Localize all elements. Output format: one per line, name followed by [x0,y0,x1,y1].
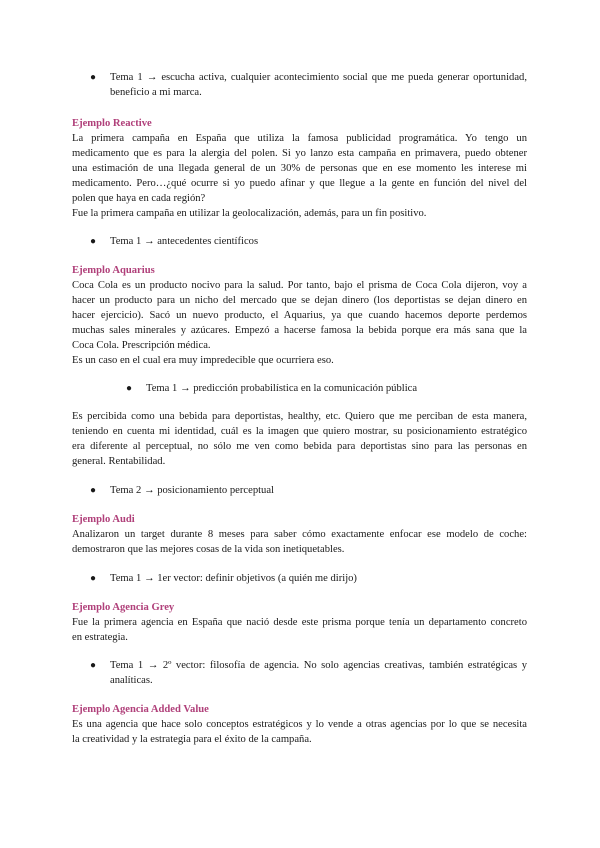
bullet-icon: ● [90,573,97,584]
paragraph-audi: Analizaron un target durante 8 meses para saber cómo exactamente enfocar ese modelo de coche: demostraron que las mejores cosas de la vida son inetiquetables. [72,529,527,555]
bullet-icon: ● [90,72,97,83]
paragraph-perception: Es percibida como una bebida para deportistas, healthy, etc. Quiero que me perciban de esta manera, teniendo en cuenta mi identidad, cuál es la imagen que quiero mostrar, su posicionamiento estratégico era diferente al perceptual, no sólo me ven como bebida para deportistas sino para las personas en general. Rentabilidad. [72,411,527,467]
heading-audi: Ejemplo Audi [72,514,135,525]
paragraph-grey: Fue la primera agencia en España que nació desde este prisma porque tenía un departamento concreto en estrategia. [72,617,527,643]
heading-reactive: Ejemplo Reactive [72,118,152,129]
bullet-item [90,483,527,498]
bullet-text: Tema 2 → posicionamiento perceptual [110,485,274,496]
heading-aquarius: Ejemplo Aquarius [72,265,155,276]
bullet-item [90,658,527,688]
bullet-icon: ● [90,660,97,671]
bullet-item [90,70,527,100]
bullet-text: Tema 1 → 2º vector: filosofía de agencia. No solo agencias creativas, también estratégicas y analíticas. [110,660,527,686]
bullet-item [90,571,527,586]
bullet-text: Tema 1 → predicción probabilística en la comunicación pública [146,383,418,394]
bullet-item [126,381,527,396]
bullet-text: Tema 1 → 1er vector: definir objetivos (a quién me dirijo) [110,573,357,584]
paragraph-aquarius: Coca Cola es un producto nocivo para la salud. Por tanto, bajo el prisma de Coca Cola dijeron, voy a hacer un producto para un nicho del mercado que se dejan dinero (los deportistas se dejan dinero en hacer ejercicio). Sacó un nuevo producto, el Aquarius, ya que cuando hacemos deporte perdemos muchas sales minerales y azúcares. Empezó a hacerse famosa la bebida porque era más sana que la Coca Cola. Prescripción médica. Es un caso en el cual era muy impredecible que ocurriera eso. [72,280,527,366]
heading-grey: Ejemplo Agencia Grey [72,602,175,613]
bullet-text: Tema 1 → escucha activa, cualquier acontecimiento social que me pueda generar oportunidad, beneficio a mi marca. [110,72,527,98]
paragraph-reactive: La primera campaña en España que utiliza la famosa publicidad programática. Yo tengo un medicamento que es para la alergia del polen. Si yo lanzo esta campaña en primavera, puedo obtener una estimación de una llegada general de un 30% de personas que en ese momento les interese mi medicamento. Pero…¿qué ocurre si yo puedo afinar y que llegue a la gente en función del nivel del polen que haya en cada región? Fue la primera campaña en utilizar la geolocalización, además, para un fin positivo. [72,133,527,219]
bullet-icon: ● [126,383,133,394]
bullet-icon: ● [90,485,97,496]
heading-added-value: Ejemplo Agencia Added Value [72,704,209,715]
bullet-icon: ● [90,236,97,247]
bullet-item [90,234,527,249]
paragraph-added-value: Es una agencia que hace solo conceptos estratégicos y lo vende a otras agencias por lo que se necesita la creatividad y la estrategia para el éxito de la campaña. [72,719,527,745]
bullet-text: Tema 1 → antecedentes científicos [110,236,259,247]
